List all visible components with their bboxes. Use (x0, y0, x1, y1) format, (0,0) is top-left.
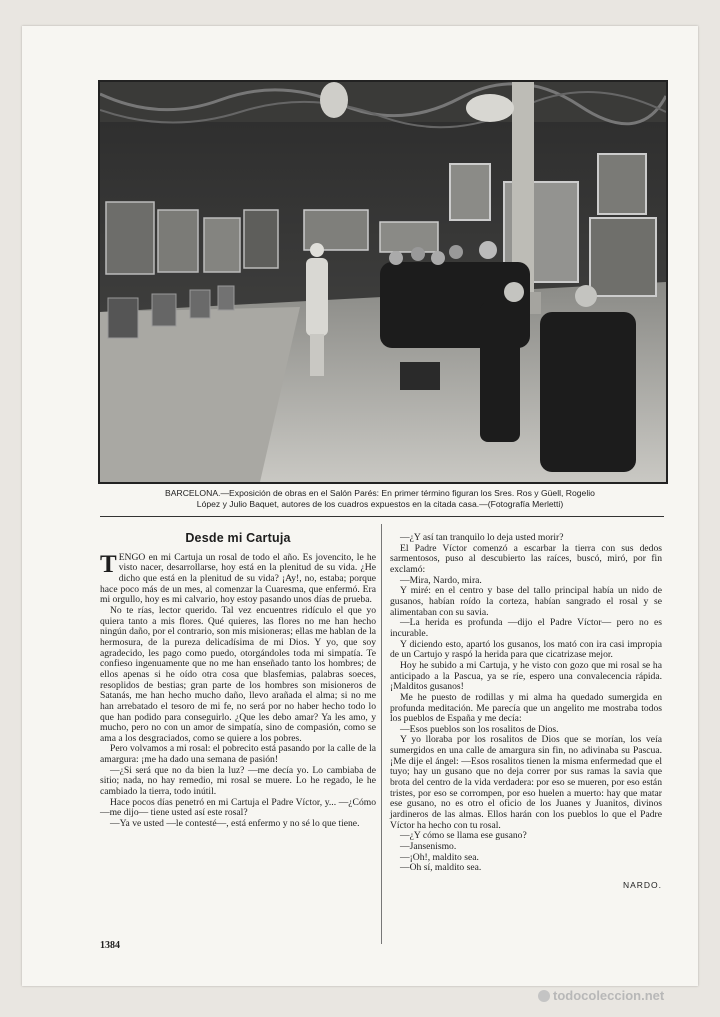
photo-caption (100, 488, 660, 510)
article-paragraph: —Jansenismo. (400, 841, 457, 853)
article-paragraph: —Esos pueblos son los rosalitos de Dios. (400, 723, 559, 735)
article-paragraph: —¿Si será que no da bien la luz? —me decía yo. Lo cambiaba de sitio; nada, no hay remedio, mi rosal se muere. Lo he regado, le he cambiado la tierra, todo inútil. (100, 764, 376, 798)
article-paragraph: No te rías, lector querido. Tal vez encuentres ridículo el que yo quiera tanto a mis flores. Qué quieres, las flores no me han hecho ningún daño, por el contrario, son mis misioneras; ellas me hablan de la hermosura, de la pureza delicadísima de mi Dios. Y yo, que soy agradecido, les pago como puedo, otorgándoles toda mi simpatía. Te confieso ingenuamente que no me han enseñado tanto los hombres; de ellos apenas si he oído otra cosa que blasfemias, palabras soeces, resoplidos de bestias; gran parte de los hombres son misioneros de Satanás, me han hecho mucho daño, llevo arañada el alma; si no me han arrebatado el tesoro de mi fe, no será por no haber hecho todo lo que han podido para conseguirlo. ¿Que les debo amar? Ya les amo, y mucho, pero no con un amor de simpatía, sino de compasión, como se ama a los desgraciados, como se quiere a los pobres. (100, 604, 376, 744)
article-paragraph: Pero volvamos a mi rosal: el pobrecito está pasando por la calle de la amargura: ¡me ha dado una semana de pasión! (100, 743, 376, 766)
caption-line: BARCELONA.—Exposición de obras en el Salón Parés: En primer término figuran los Sres. Ros y Güell, Rogelio (165, 488, 595, 498)
exhibition-photograph (98, 80, 668, 484)
caption-line: López y Julio Baquet, autores de los cuadros expuestos en la citada casa.—(Fotografía Merletti) (196, 499, 564, 509)
author-signature: NARDO. (622, 880, 662, 890)
article-paragraph (100, 550, 376, 606)
article-paragraph: Me he puesto de rodillas y mi alma ha quedado sumergida en profunda meditación. Me parecía que un angelito me mostraba todos los pueblos de España y me decía: (390, 691, 662, 725)
page-number: 1384 (100, 940, 120, 951)
watermark-text: todocoleccion.net (553, 988, 665, 1003)
watermark (538, 988, 664, 1003)
watermark-logo-icon (538, 990, 550, 1002)
article-paragraph: Y diciendo esto, apartó los gusanos, los mató con ira casi impropia de un Cartujo y raspó la herida para que cicatrizase mejor. (390, 638, 662, 661)
paragraph-text: ENGO en mi Cartuja un rosal de todo el año. Es jovencito, le he visto nacer, desarrollarse, hoy está en la plenitud de su vida. ¿He dicho que está en la plenitud de su vida? ¡Ay!, no, estaba; porque hace poco más de un mes, al comenzar la Cuaresma, que enfermó. Era mi orgullo, hoy es mi calvario, hoy estoy pasando unos días de prueba. (100, 551, 376, 606)
drop-cap: T (100, 550, 117, 578)
article-paragraph: El Padre Víctor comenzó a escarbar la tierra con sus dedos sarmentosos, puso al descubierto las raíces, buscó, miró, por fin exclamó: (390, 542, 662, 575)
article-paragraph: —¿Y cómo se llama ese gusano? (400, 830, 527, 842)
article-paragraph: —Mira, Nardo, mira. (400, 574, 482, 586)
column-divider (381, 524, 382, 944)
article-paragraph: —La herida es profunda —dijo el Padre Víctor— pero no es incurable. (390, 617, 662, 639)
gallery-photo-image (100, 82, 666, 482)
article-paragraph: Y yo lloraba por los rosalitos de Dios que se morían, los veía sumergidos en una calle de amargura sin fin, no adivinaba su Pascua. ¡Me dije el ángel: —Esos rosalitos tienen la misma enfermedad que el tuyo; hay un gusano que no deja correr por sus ramas la savia que brota del centro de la vida verdadera: por eso se mueren, por eso están tristes, por eso se corrompen, por eso huelen a muerto: hay que matar ese gusano, no es otro el oficio de los Juanes y Juanitos, divinos jardineros de las almas. Ellos harán con los pueblos lo que el Padre Víctor ha hecho con tu rosal. (390, 734, 662, 831)
section-divider (100, 516, 664, 517)
article-title: Desde mi Cartuja (185, 531, 291, 545)
article-paragraph: Y miré: en el centro y base del tallo principal había un nido de gusanos, habían roído la corteza, habían sangrado el rosal y se alimentaban con su savia. (390, 585, 662, 618)
article-paragraph: —Oh sí, maldito sea. (400, 862, 482, 874)
article-paragraph: Hace pocos días penetró en mi Cartuja el Padre Víctor, y... —¿Cómo —me dijo— tiene usted así este rosal? (100, 796, 376, 819)
article-paragraph: —Ya ve usted —le contesté—, está enfermo y no sé lo que tiene. (110, 818, 360, 830)
article-left-column (100, 533, 376, 830)
article-right-column (390, 533, 662, 891)
article-paragraph: —¿Y así tan tranquilo lo deja usted morir? (400, 532, 564, 543)
article-paragraph: Hoy he subido a mi Cartuja, y he visto con gozo que mi rosal se ha anticipado a la Pascua, ya se ríe, espero una convalecencia rápida. ¡Malditos gusanos! (390, 659, 662, 693)
article-paragraph: —¡Oh!, maldito sea. (400, 851, 479, 863)
